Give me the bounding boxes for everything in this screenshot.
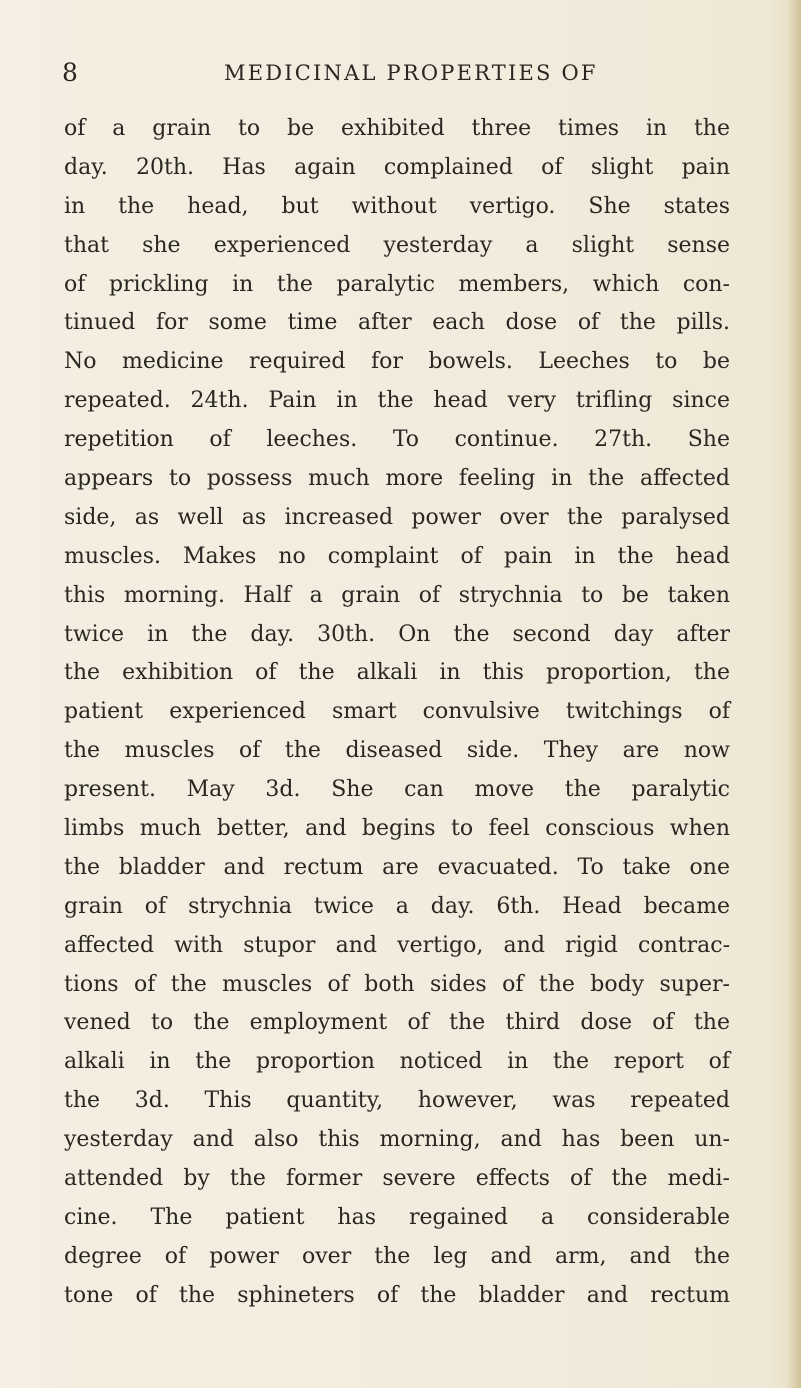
text-line: the exhibition of the alkali in this proportion, the <box>64 660 730 686</box>
text-line: tinued for some time after each dose of the pills. <box>64 310 730 336</box>
text-line: in the head, but without vertigo. She states <box>64 193 730 219</box>
text-line: alkali in the proportion noticed in the report of <box>64 1049 730 1075</box>
page-header <box>62 58 752 92</box>
text-line: of a grain to be exhibited three times in the <box>64 116 730 141</box>
text-line: the 3d. This quantity, however, was repeated <box>64 1088 730 1114</box>
text-line: repeated. 24th. Pain in the head very trifling since <box>64 388 730 414</box>
text-line: this morning. Half a grain of strychnia to be taken <box>64 582 730 608</box>
text-line: present. May 3d. She can move the paralytic <box>64 777 730 803</box>
text-line: twice in the day. 30th. On the second day after <box>64 621 730 647</box>
text-line: attended by the former severe effects of the medi- <box>64 1166 730 1192</box>
running-head: MEDICINAL PROPERTIES OF <box>224 61 598 85</box>
text-line: the bladder and rectum are evacuated. To take one <box>64 854 730 880</box>
page-edge-shadow <box>787 0 801 1388</box>
page-number: 8 <box>62 58 78 87</box>
text-line: repetition of leeches. To continue. 27th. She <box>64 427 730 453</box>
text-line: appears to possess much more feeling in the affected <box>64 466 730 492</box>
text-line: affected with stupor and vertigo, and rigid contrac- <box>64 932 730 958</box>
text-line: of prickling in the paralytic members, which con- <box>64 271 730 297</box>
text-line: degree of power over the leg and arm, and the <box>64 1243 730 1269</box>
text-line: muscles. Makes no complaint of pain in the head <box>64 543 730 569</box>
text-line: No medicine required for bowels. Leeches to be <box>64 349 730 375</box>
text-line: limbs much better, and begins to feel conscious when <box>64 816 730 842</box>
text-line: tions of the muscles of both sides of the body super- <box>64 971 730 997</box>
text-line: side, as well as increased power over the paralysed <box>64 504 730 530</box>
text-line: the muscles of the diseased side. They are now <box>64 738 730 764</box>
text-line: that she experienced yesterday a slight sense <box>64 232 730 258</box>
text-line: patient experienced smart convulsive twitchings of <box>64 699 730 725</box>
body-text <box>64 110 730 1316</box>
text-line: vened to the employment of the third dose of the <box>64 1010 730 1036</box>
text-line: day. 20th. Has again complained of slight pain <box>64 154 730 180</box>
text-line: tone of the sphineters of the bladder and rectum <box>64 1282 730 1308</box>
text-line: grain of strychnia twice a day. 6th. Head became <box>64 893 730 919</box>
text-line: yesterday and also this morning, and has been un- <box>64 1127 730 1153</box>
text-line: cine. The patient has regained a considerable <box>64 1204 730 1230</box>
